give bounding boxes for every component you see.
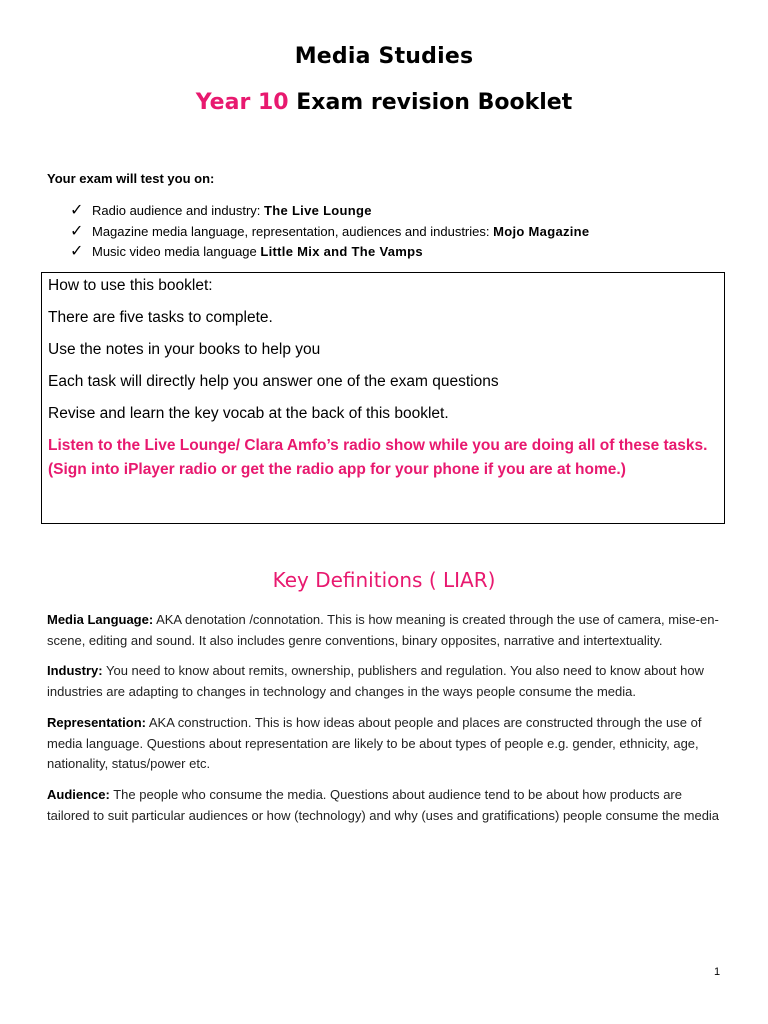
exam-topics-list — [70, 200, 589, 262]
topic-text: Magazine media language, representation, audiences and industries: — [92, 223, 494, 239]
how-to-heading: How to use this booklet: — [48, 277, 213, 294]
page-subtitle — [0, 90, 768, 115]
list-item — [70, 200, 589, 221]
subtitle-year: Year 10 — [195, 90, 289, 115]
definition-media-language — [47, 610, 727, 651]
definition-term: Media Language: — [47, 612, 154, 627]
definition-term: Representation: — [47, 714, 146, 730]
how-to-line: There are five tasks to complete. — [48, 309, 273, 326]
how-to-use-box — [41, 272, 725, 524]
definition-text: The people who consume the media. Questions about audience tend to be about how products are tailored to suit particular audiences or how (technology) and why (uses and gratifications) people consume the media — [47, 786, 720, 823]
definition-industry — [47, 661, 727, 702]
key-definitions-heading: Key Definitions ( LIAR) — [272, 568, 496, 592]
definition-text: You need to know about remits, ownership, publishers and regulation. You also need to know about how industries are adapting to changes in technology and changes in the ways people consume the media. — [47, 663, 704, 700]
listening-instruction: Listen to the Live Lounge/ Clara Amfo’s radio show while you are doing all of these tasks. (Sign into iPlayer radio or get the radio app for your phone if you are at home.) — [48, 437, 708, 478]
definition-audience — [47, 785, 727, 826]
page-number: 1 — [714, 966, 721, 978]
topic-text: Music video media language — [92, 244, 261, 259]
topic-bold: Mojo Magazine — [493, 223, 590, 239]
how-to-line: Revise and learn the key vocab at the back of this booklet. — [48, 405, 449, 422]
checkmark-icon: ✓ — [70, 241, 84, 260]
topic-text: Radio audience and industry: — [92, 203, 265, 218]
how-to-line: Use the notes in your books to help you — [48, 341, 321, 358]
how-to-line: Each task will directly help you answer one of the exam questions — [48, 373, 499, 390]
definition-representation — [47, 713, 727, 775]
topic-bold: The Live Lounge — [264, 203, 372, 218]
subtitle-rest: Exam revision Booklet — [288, 90, 573, 115]
definition-text: AKA construction. This is how ideas about people and places are constructed through the use of media language. Questions about representation are likely to be about types of people e.g. gender, ethnicity, age, nationality, status/power etc. — [47, 714, 702, 772]
definition-text: AKA denotation /connotation. This is how meaning is created through the use of camera, mise-en-scene, editing and sound. It also includes genre conventions, binary opposites, narrative and intertextuality. — [47, 612, 719, 648]
exam-intro: Your exam will test you on: — [47, 171, 215, 186]
checkmark-icon: ✓ — [70, 220, 84, 240]
definition-term: Audience: — [47, 786, 110, 802]
list-item — [70, 241, 589, 262]
page-title: Media Studies — [294, 44, 474, 69]
definitions-list — [47, 610, 727, 836]
list-item — [70, 221, 589, 242]
definition-term: Industry: — [47, 663, 103, 679]
checkmark-icon: ✓ — [70, 200, 84, 219]
topic-bold: Little Mix and The Vamps — [260, 244, 423, 259]
